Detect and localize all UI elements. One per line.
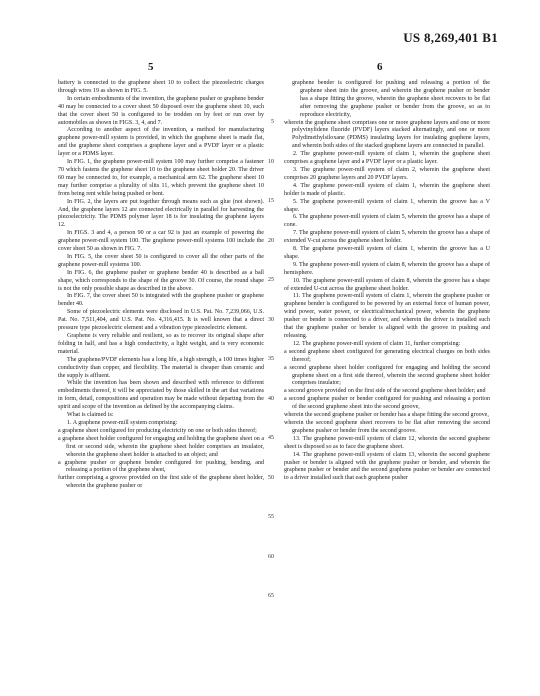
line-number: 25	[268, 277, 274, 283]
paragraph: 11. The graphene power-mill system of claim 1, wherein the graphene pusher or graphene bender is configured to be powered by an external force of human power, wind power, water power, or electrical/mechanical power, wherein the graphene pusher or bender is connected to a driver, and wherein the driver is installed such that the graphene pusher or bender is aligned with the groove in pushing and releasing.	[284, 293, 490, 339]
paragraph: In FIG. 5, the cover sheet 50 is configured to cover all the other parts of the graphene power-mill systems 100.	[58, 253, 264, 268]
claim-clause: a second graphene sheet holder configured for engaging and holding the second graphene sheet on a first side thereof, wherein the second graphene sheet holder comprises insulator;	[284, 364, 490, 387]
claim-clause: a graphene pusher or graphene bender configured for pushing, bending, and releasing a portion of the graphene sheet,	[58, 459, 264, 474]
line-number: 60	[268, 553, 274, 560]
line-number: 35	[268, 356, 274, 362]
paragraph: 12. The graphene power-mill system of claim 11, further comprising:	[293, 340, 461, 347]
line-number: 30	[268, 316, 274, 323]
paragraph: 9. The graphene power-mill system of claim 8, wherein the groove has a shape of hemisphere.	[284, 261, 490, 276]
line-number: 20	[268, 237, 274, 244]
paragraph: 6. The graphene power-mill system of claim 5, wherein the groove has a shape of cone.	[284, 214, 490, 229]
paragraph: In FIG. 2, the layers are put together through means such as glue (not shown). And, the graphene layers 12 are connected electrically in parallel for harvesting the piezoelectricity. The PDMS polymer layer 18 is for insulating the graphene layers 12.	[58, 198, 264, 229]
claim-clause: a second graphene pusher or bender configured for pushing and releasing a portion of the second graphene sheet into the second groove,	[284, 396, 490, 411]
claim-clause: wherein the graphene sheet comprises one or more graphene layers and one or more polyvinylidene fluoride (PVDF) layers stacked alternatingly, and one or more Polydimethylsiloxane (PDMS) insulating layers for insulating graphene layers, and wherein both sides of the stacked graphene layers are connected in parallel.	[284, 119, 490, 150]
paragraph: 8. The graphene power-mill system of claim 1, wherein the groove has a U shape.	[284, 246, 490, 260]
left-text-column	[58, 80, 264, 491]
claim-clause: a graphene sheet configured for producing electricity on one or both sides thereof;	[58, 427, 257, 434]
paragraph: What is claimed is:	[67, 412, 114, 419]
paragraph: In certain embodiments of the invention, the graphene pusher or graphene bender 40 may be connected to a cover sheet 50 disposed over the graphene sheet 10, such that the cover sheet 50 is configured to be trodden on by feet or run over by automobiles as shown in FIGS. 3, 4, and 7.	[58, 95, 264, 126]
paragraph: 14. The graphene power-mill system of claim 13, wherein the second graphene pusher or bender is aligned with the graphene pusher or bender, and wherein the graphene pusher or bender and the second graphene pusher or bender are connected to a driver installed such that each graphene pusher	[284, 451, 490, 482]
claim-clause: graphene bender is configured for pushing and releasing a portion of the graphene sheet into the groove, and wherein the graphene pusher or bender has a shape fitting the groove, wherein the graphene sheet recovers to be flat after removing the graphene pusher or bender from the groove, so as to reproduce electricity,	[292, 80, 490, 118]
line-number: 10	[268, 158, 274, 165]
paragraph: In FIG. 7, the cover sheet 50 is integrated with the graphene pusher or graphene bender 40.	[58, 293, 264, 308]
paragraph: Some of piezoelectric elements were disclosed in U.S. Pat. No. 7,239,066, U.S. Pat. No. 7,511,404, and U.S. Pat. No. 4,316,415. It is well known that a direct pressure type piezoelectric element and a vibration type piezoelectric element.	[58, 309, 264, 332]
paragraph: While the invention has been shown and described with reference to different embodiments thereof, it will be appreciated by those skilled in the art that variations in form, detail, compositions and operation may be made without departing from the spirit and scope of the invention as defined by the accompanying claims.	[58, 380, 264, 411]
right-text-column	[284, 80, 490, 483]
line-number: 55	[268, 514, 274, 520]
claim-clause: a second graphene sheet configured for generating electrical charges on both sides thereof;	[284, 348, 490, 363]
line-number: 50	[268, 474, 274, 481]
paragraph: 7. The graphene power-mill system of claim 5, wherein the groove has a shape of extended V-cut across the graphene sheet holder.	[284, 230, 490, 245]
paragraph: In FIG. 6, the graphene pusher or graphene bender 40 is described as a ball shape, which corresponds to the shape of the groove 30. Of course, the round shape is not the only possible shape as described in the above.	[58, 269, 264, 292]
paragraph: 5. The graphene power-mill system of claim 1, wherein the groove has a V shape.	[284, 198, 490, 213]
paragraph: Graphene is very reliable and resilient, so as to recover its original shape after folding in half, and has a high conductivity, a light weight, and is very economic material.	[58, 333, 264, 355]
paragraph: 4. The graphene power-mill system of claim 1, wherein the graphene sheet holder is made of plastic.	[284, 182, 490, 197]
paragraph: According to another aspect of the invention, a method for manufacturing graphene power-mill system is provided, in which the graphene sheet is made flat, and the graphene sheet comprises a graphene layer and a PVDF layer or a plastic layer or a PDMS layer.	[58, 127, 264, 158]
paragraph: In FIGS. 3 and 4, a person 90 or a car 92 is just an example of powering the graphene power-mill system 100. The graphene power-mill systems 100 include the cover sheet 50 as shown in FIG. 7.	[58, 230, 264, 253]
claim-clause: a second groove provided on the first side of the second graphene sheet holder; and	[284, 388, 486, 395]
line-number: 15	[268, 198, 274, 204]
paragraph: 10. The graphene power-mill system of claim 8, wherein the groove has a shape of extended U-cut across the graphene sheet holder.	[284, 277, 490, 292]
line-number: 45	[268, 435, 274, 441]
paragraph: 3. The graphene power-mill system of claim 2, wherein the graphene sheet comprises 20 graphene layers and 20 PVDF layers.	[284, 166, 490, 181]
column-number-right: 6	[377, 61, 383, 73]
paragraph: In FIG. 1, the graphene power-mill system 100 may further comprise a fastener 70 which fastens the graphene sheet 10 to the graphene sheet holder 20. The driver 60 may be connected to, for example, a mechanical arm 62. The graphene sheet 10 may further comprise a plurality of slits 11, which prevent the graphene sheet 10 from being rent while being pushed or bent.	[58, 159, 264, 197]
line-number: 40	[268, 395, 274, 402]
line-number: 5	[271, 119, 274, 125]
claim-clause: wherein the second graphene sheet recovers to be flat after removing the second graphene pusher or bender from the second groove.	[284, 419, 490, 434]
line-number: 65	[268, 593, 274, 599]
claim-clause: wherein the second graphene pusher or bender has a shape fitting the second groove,	[284, 412, 489, 419]
column-number-left: 5	[148, 61, 154, 73]
claim-clause: battery is connected to the graphene sheet 10 to collect the piezoelectric charges through wires 19 as shown in FIG. 5.	[58, 80, 264, 94]
claim-clause: further comprising a groove provided on the first side of the graphene sheet holder, wherein the graphene pusher or	[58, 475, 264, 490]
paragraph: The graphene/PVDF elements has a long life, a high strength, a 100 times higher conductivity than copper, and flexibility. The material is cheaper than ceramic and the supply is affluent.	[58, 356, 264, 379]
paragraph: 1. A graphene power-mill system comprising:	[67, 419, 178, 426]
paragraph: 2. The graphene power-mill system of claim 1, wherein the graphene sheet comprises a graphene layer and a PVDF layer or a plastic layer.	[284, 151, 490, 166]
claim-clause: a graphene sheet holder configured for engaging and holding the graphene sheet on a first or second side, wherein the graphene sheet holder comprises an insulator, wherein the graphene sheet holder is attached to an object; and	[58, 435, 264, 458]
paragraph: 13. The graphene power-mill system of claim 12, wherein the second graphene sheet is disposed so as to face the graphene sheet.	[284, 435, 490, 450]
patent-number: US 8,269,401 B1	[403, 30, 498, 45]
